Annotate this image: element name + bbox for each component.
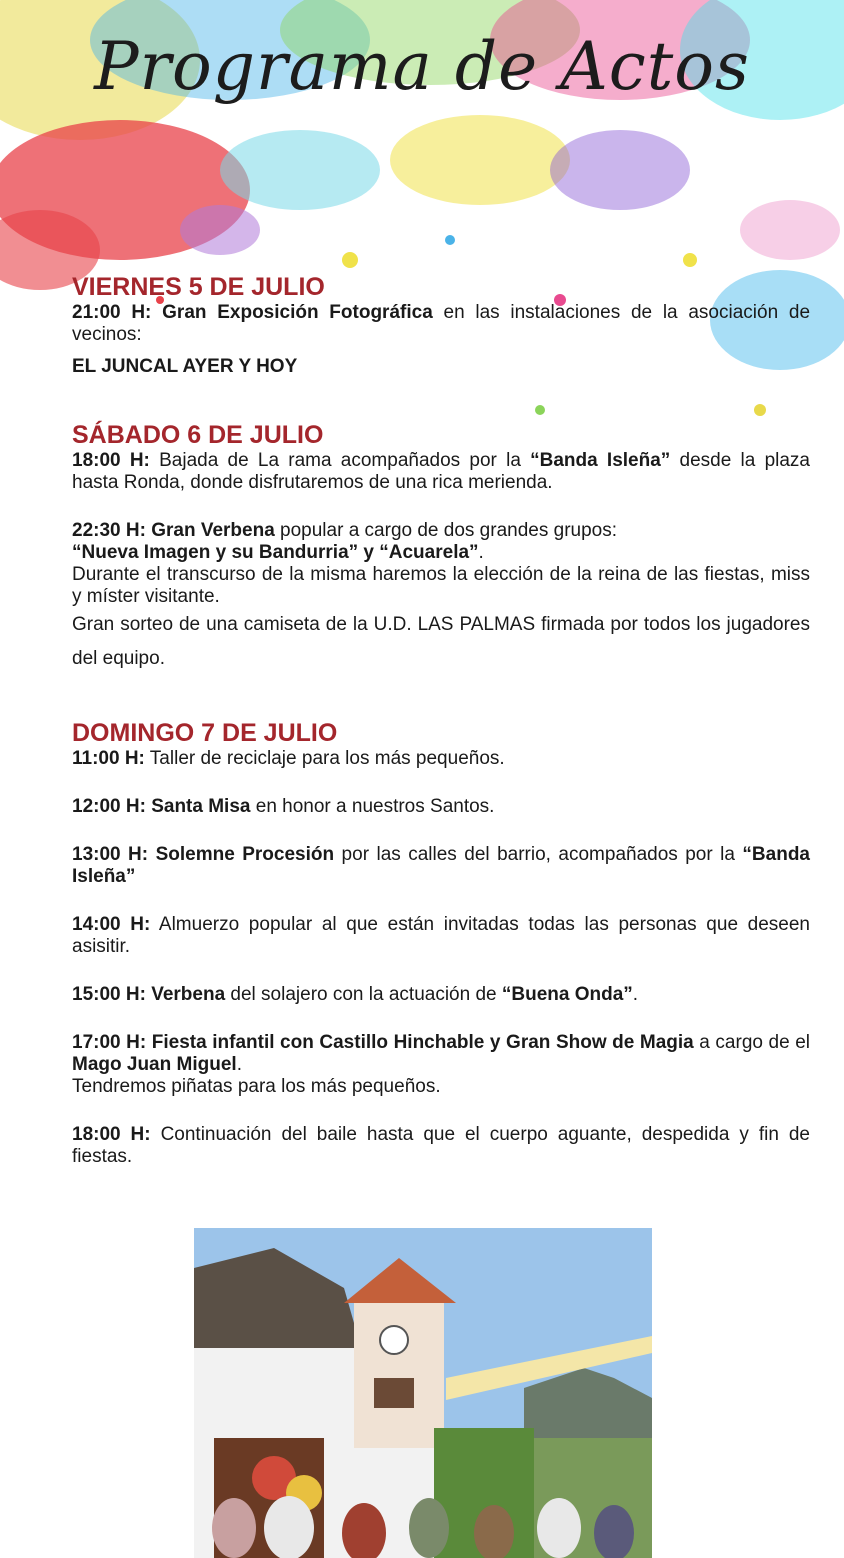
event-1400-domingo: 14:00 H: Almuerzo popular al que están invitadas todas las personas que deseen asisitir.	[72, 914, 810, 957]
event-1800-sabado: 18:00 H: Bajada de La rama acompañados por la “Banda Isleña” desde la plaza hasta Ronda, donde disfrutaremos de una rica merienda.	[72, 450, 810, 493]
event-1500-domingo: 15:00 H: Verbena del solajero con la actuación de “Buena Onda”.	[72, 984, 639, 1005]
event-1700-domingo: 17:00 H: Fiesta infantil con Castillo Hinchable y Gran Show de Magia a cargo de el Mago Juan Miguel. Tendremos piñatas para los más pequeños.	[72, 1032, 810, 1097]
day-heading-domingo: DOMINGO 7 DE JULIO	[72, 719, 338, 747]
program-content	[72, 272, 810, 1168]
event-1300-domingo: 13:00 H: Solemne Procesión por las calles del barrio, acompañados por la “Banda Isleña”	[72, 844, 810, 887]
event-1800-domingo: 18:00 H: Continuación del baile hasta que el cuerpo aguante, despedida y fin de fiestas.	[72, 1124, 810, 1167]
event-2100-viernes: 21:00 H: Gran Exposición Fotográfica en las instalaciones de la asociación de vecinos:	[72, 302, 811, 345]
event-1200-domingo: 12:00 H: Santa Misa en honor a nuestros Santos.	[72, 796, 495, 817]
procession-photo	[194, 1228, 652, 1558]
event-2230-sabado: 22:30 H: Gran Verbena popular a cargo de dos grandes grupos: “Nueva Imagen y su Bandurria” y “Acuarela”. Durante el transcurso de la misma haremos la elección de la reina de las fiestas, miss y míster visitante. Gran sorteo de una camiseta de la U.D. LAS PALMAS firmada por todos los jugadores del equipo.	[72, 520, 810, 669]
event-1100-domingo: 11:00 H: Taller de reciclaje para los más pequeños.	[72, 748, 505, 769]
exhibition-name: EL JUNCAL AYER Y HOY	[72, 356, 298, 377]
page-title: Programa de Actos	[94, 28, 750, 105]
day-heading-viernes: VIERNES 5 DE JULIO	[72, 273, 325, 301]
day-heading-sabado: SÁBADO 6 DE JULIO	[72, 421, 324, 449]
